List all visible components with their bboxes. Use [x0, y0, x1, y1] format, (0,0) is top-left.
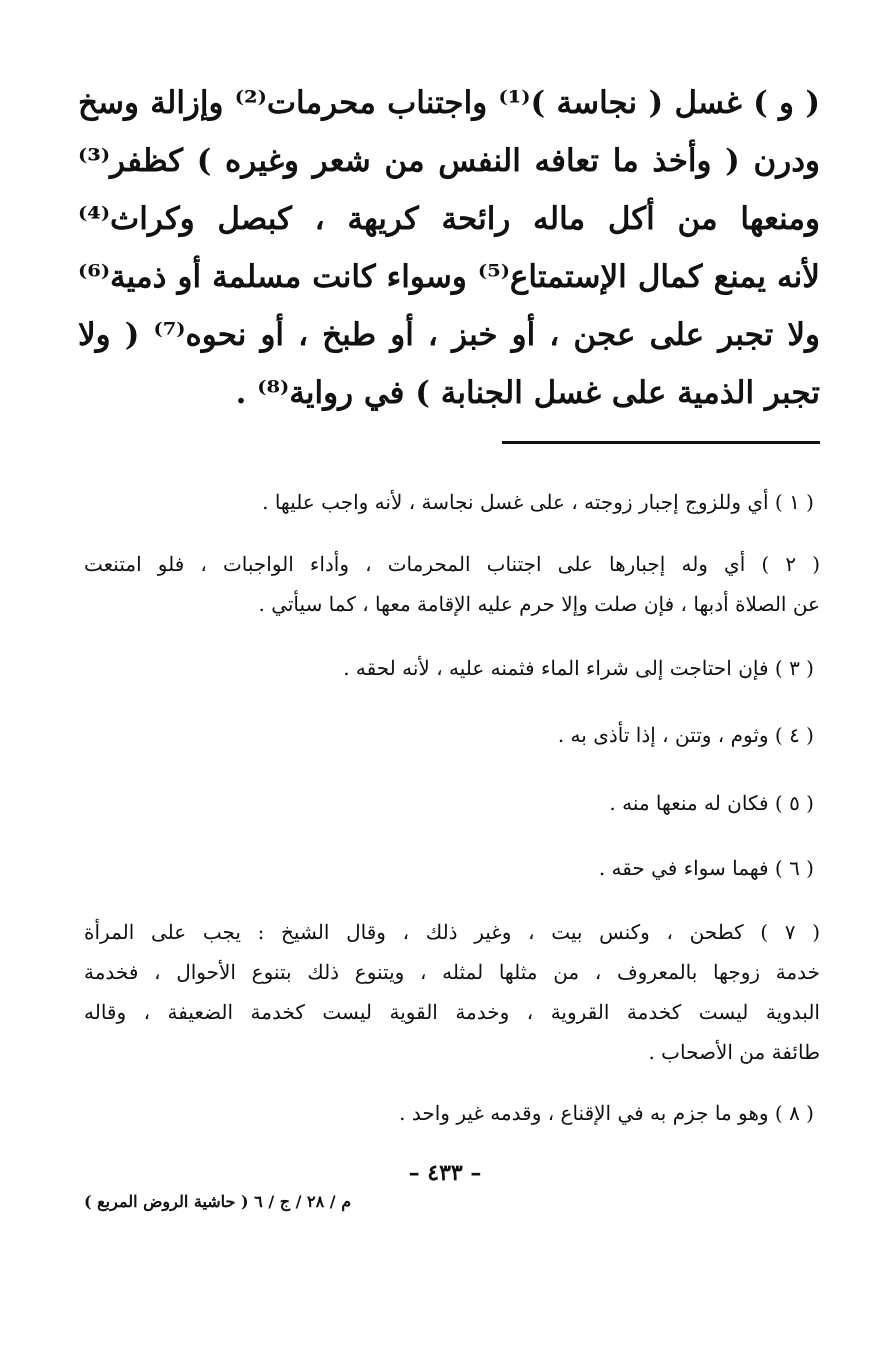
footnote-3 — [84, 648, 820, 688]
main-text-line: ودرن ( وأخذ ما تعافه النفس من شعر وغيره ) كظفر⁽³⁾ — [78, 143, 820, 179]
footnote-6 — [84, 848, 820, 888]
footnote-line: ( ١ ) أي وللزوج إجبار زوجته ، على غسل نجاسة ، لأنه واجب عليها . — [262, 490, 814, 514]
main-text-line: تجبر الذمية على غسل الجنابة ) في رواية⁽⁸⁾ . — [235, 375, 820, 411]
footnote-line: خدمة زوجها بالمعروف ، من مثلها لمثله ، ويتنوع ذلك بتنوع الأحوال ، فخدمة — [84, 960, 820, 984]
footnote-line: ( ٣ ) فإن احتاجت إلى شراء الماء فثمنه عليه ، لأنه لحقه . — [343, 656, 814, 680]
main-text-line: ( و ) غسل ( نجاسة )⁽¹⁾ واجتناب محرمات⁽²⁾ وإزالة وسخ — [78, 85, 820, 121]
footnote-line: طائفة من الأصحاب . — [648, 1040, 820, 1064]
main-text-block — [78, 74, 820, 422]
main-text-line: ومنعها من أكل ماله رائحة كريهة ، كبصل وكراث⁽⁴⁾ — [78, 201, 820, 237]
printer-signature: م / ٢٨ / ج / ٦ ( حاشية الروض المربع ) — [84, 1192, 352, 1211]
footnote-line: ( ٨ ) وهو ما جزم به في الإقناع ، وقدمه غير واحد . — [399, 1101, 814, 1125]
footnote-line: ( ٦ ) فهما سواء في حقه . — [598, 856, 814, 880]
footnote-separator — [502, 441, 820, 444]
page-number: – ٤٣٣ – — [408, 1160, 482, 1186]
footnote-line: البدوية ليست كخدمة القروية ، وخدمة القوية ليست كخدمة الضعيفة ، وقاله — [84, 1000, 820, 1024]
footnote-line: ( ٢ ) أي وله إجبارها على اجتناب المحرمات ، وأداء الواجبات ، فلو امتنعت — [84, 552, 820, 576]
footnote-5 — [84, 783, 820, 823]
footnote-7 — [84, 912, 820, 1072]
footnote-8 — [84, 1093, 820, 1133]
main-text-line: ولا تجبر على عجن ، أو خبز ، أو طبخ ، أو نحوه⁽⁷⁾ ( ولا — [78, 317, 820, 353]
footnote-line: ( ٤ ) وثوم ، وتتن ، إذا تأذى به . — [557, 723, 814, 747]
footnote-line: ( ٧ ) كطحن ، وكنس بيت ، وغير ذلك ، وقال الشيخ : يجب على المرأة — [84, 920, 820, 944]
footnote-4 — [84, 715, 820, 755]
footnote-line: عن الصلاة أدبها ، فإن صلت وإلا حرم عليه الإقامة معها ، كما سيأتي . — [258, 592, 820, 616]
footnote-1 — [84, 482, 820, 522]
main-text-line: لأنه يمنع كمال الإستمتاع⁽⁵⁾ وسواء كانت مسلمة أو ذمية⁽⁶⁾ — [78, 259, 820, 295]
footnote-line: ( ٥ ) فكان له منعها منه . — [609, 791, 814, 815]
footnote-2 — [84, 544, 820, 624]
